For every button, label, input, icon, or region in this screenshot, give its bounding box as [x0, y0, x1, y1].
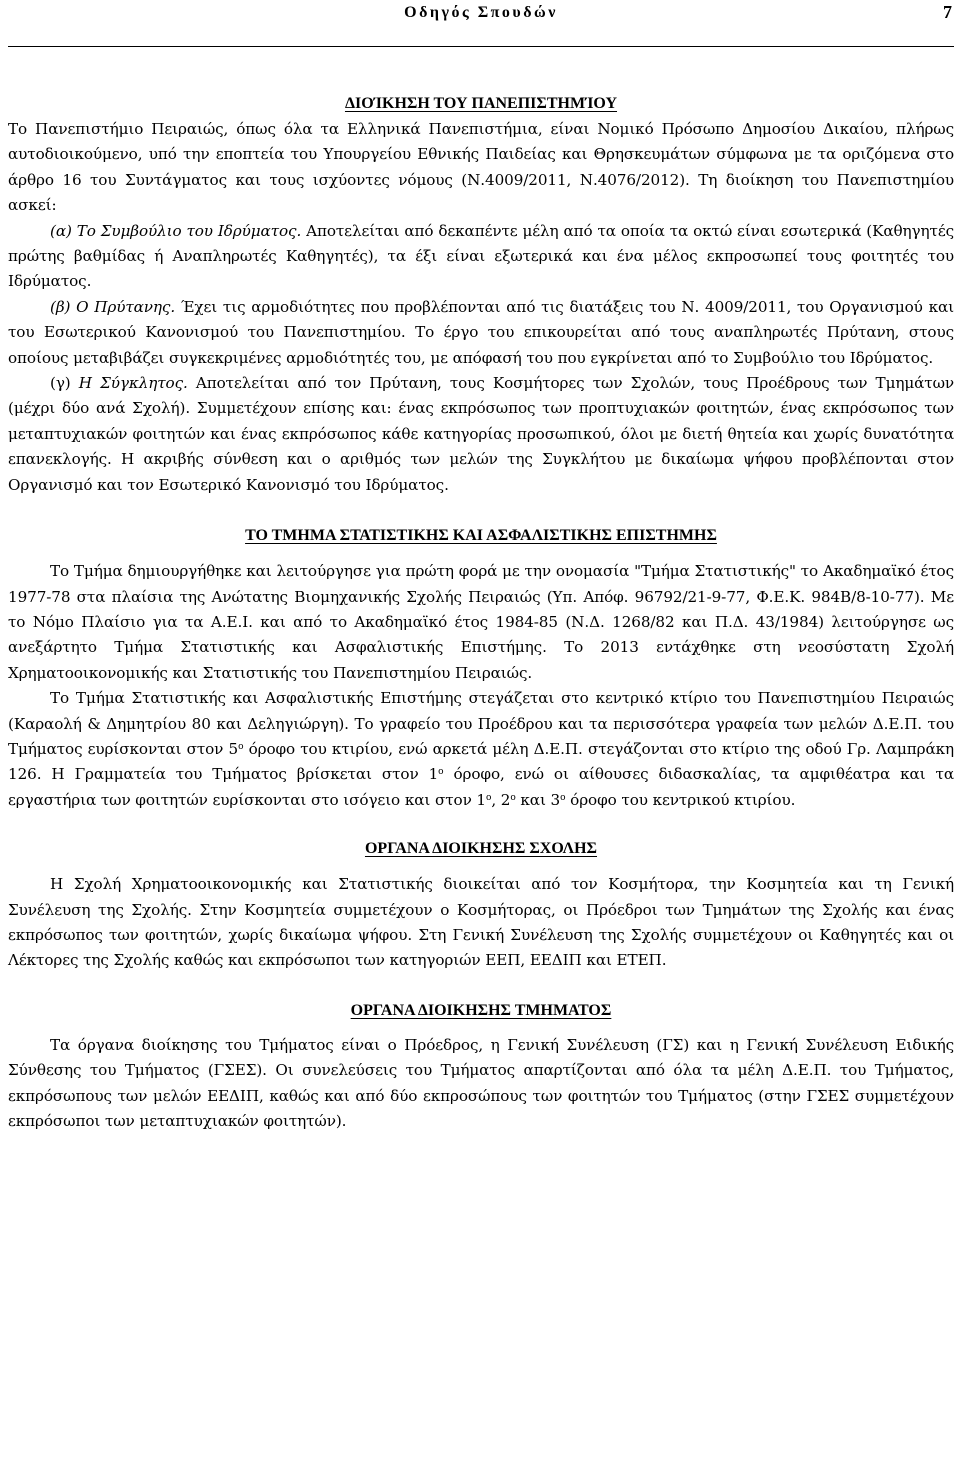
paragraph-department-organs: Τα όργανα διοίκησης του Τμήματος είναι ο Πρόεδρος, η Γενική Συνέλευση (ΓΣ) και η Γενική Συνέλευση Ειδικής Σύνθεσης του Τμήματος (ΓΣΕΣ). Οι συνελεύσεις του Τμήματος απαρτίζονται από όλα τα μέλη Δ.Ε.Π. του Τμήματος, εκπρόσωπους των μελών ΕΕΔΙΠ, καθώς και από δύο εκπροσώπους των φοιτητών του Τμήματος (στην ΓΣΕΣ συμμετέχουν εκπρόσωποι των μεταπτυχιακών φοιτητών). — [8, 1035, 954, 1130]
page-header — [8, 0, 954, 47]
location-text-a: Το Τμήμα Στατιστικής και Ασφαλιστικής Επιστήμης στεγάζεται στο κεντρικό κτίριο του Πανεπιστημίου Πειραιώς (Καραολή & Δημητρίου 80 και Δεληγιώργη). Το γραφείο του Προέδρου και τα περισσότερα γραφεία των μελών Δ.Ε.Π. του Τμήματος ευρίσκονται στον 5 — [8, 689, 954, 758]
paragraph-administration-intro: Το Πανεπιστήμιο Πειραιώς, όπως όλα τα Ελληνικά Πανεπιστήμια, είναι Νομικό Πρόσωπο Δημοσίου Δικαίου, πλήρως αυτοδιοικούμενο, υπό την εποπτεία του Υπουργείου Εθνικής Παιδείας και Θρησκευμάτων σύμφωνα με τα οριζόμενα στο άρθρο 16 του Συντάγματος και τους ισχύοντες νόμους (Ν.4009/2011, Ν.4076/2012). Τη διοίκηση του Πανεπιστημίου ασκεί: — [8, 120, 954, 215]
heading-school-organs: ΟΡΓΑΝΑ ΔΙΟΙΚΗΣΗΣ ΣΧΟΛΗΣ — [364, 840, 598, 858]
paragraph-department-location — [8, 686, 954, 813]
paragraph-senate — [8, 371, 954, 498]
page-number: 7 — [943, 2, 952, 22]
senate-label: Η Σύγκλητος. — [78, 374, 188, 393]
senate-prefix: (γ) — [50, 374, 79, 393]
council-text: Αποτελείται από δεκαπέντε μέλη από τα οποία τα οκτώ είναι εσωτερικά (Καθηγητές πρώτης βαθμίδας ή Αναπληρωτές Καθηγητές), τα έξι είναι εξωτερικά και ένα μέλος εκπροσωπεί τους φοιτητές του Ιδρύματος. — [8, 221, 954, 291]
paragraph-rector — [8, 295, 954, 371]
ordinal-sup: ο — [510, 792, 516, 803]
running-title: Οδηγός Σπουδών — [404, 4, 558, 21]
paragraph-council — [8, 219, 954, 295]
rector-label: (β) Ο Πρύτανης. — [50, 297, 176, 316]
location-text-e: και 3 — [515, 790, 561, 809]
heading-department-organs: ΟΡΓΑΝΑ ΔΙΟΙΚΗΣΗΣ ΤΜΗΜΑΤΟΣ — [350, 1001, 612, 1019]
heading-department: ΤΟ ΤΜΗΜΑ ΣΤΑΤΙΣΤΙΚΗΣ ΚΑΙ ΑΣΦΑΛΙΣΤΙΚΗΣ ΕΠΙΣΤΗΜΗΣ — [245, 527, 717, 545]
ordinal-sup: ο — [438, 767, 444, 778]
location-text-f: όροφο του κεντρικού κτιρίου. — [565, 790, 796, 809]
ordinal-sup: ο — [486, 792, 492, 803]
rector-text: Έχει τις αρμοδιότητες που προβλέπονται από τις διατάξεις του Ν. 4009/2011, του Οργανισμού και του Εσωτερικού Κανονισμού του Πανεπιστημίου. Το έργο του επικουρείται από τους αναπληρωτές Πρύτανη, στους οποίους μεταβιβάζει συγκεκριμένες αρμοδιότητές του, με απόφασή του που εγκρίνεται από το Συμβούλιο του Ιδρύματος. — [8, 297, 954, 367]
paragraph-department-history: Το Τμήμα δημιουργήθηκε και λειτούργησε για πρώτη φορά με την ονομασία "Τμήμα Στατιστικής" το Ακαδημαϊκό έτος 1977-78 στα πλαίσια της Ανώτατης Βιομηχανικής Σχολής Πειραιώς (Υπ. Απόφ. 96792/21-9-77, Φ.Ε.Κ. 984Β/8-10-77). Με το Νόμο Πλαίσιο για τα Α.Ε.Ι. και από το Ακαδημαϊκό έτος 1984-85 (Ν.Δ. 1268/82 και Π.Δ. 43/1984) λειτούργησε ως ανεξάρτητο Τμήμα Στατιστικής και Ασφαλιστικής Επιστήμης. Το 2013 εντάχθηκε στη νεοσύστατη Σχολή Χρηματοοικονομικής και Στατιστικής του Πανεπιστημίου Πειραιώς. — [8, 562, 954, 682]
ordinal-sup: ο — [238, 741, 244, 752]
heading-university-administration: ΔΙΟΊΚΗΣΗ ΤΟΥ ΠΑΝΕΠΙΣΤΗΜΊΟΥ — [344, 95, 618, 112]
ordinal-sup: ο — [560, 792, 566, 803]
senate-text: Αποτελείται από τον Πρύτανη, τους Κοσμήτορες των Σχολών, τους Προέδρους των Τμημάτων (μέχρι δύο ανά Σχολή). Συμμετέχουν επίσης και: ένας εκπρόσωπος των προπτυχιακών φοιτητών, ένας εκπρόσωπος των μεταπτυχιακών φοιτητών και ένας εκπρόσωπος κάθε κατηγορίας προσωπικού, όλοι με διετή θητεία και χωρίς δυνατότητα επανεκλογής. Η ακριβής σύνθεση και ο αριθμός των μελών της Συγκλήτου με δικαίωμα ψήφου προβλέπονται στον Οργανισμό και τον Εσωτερικό Κανονισμό του Ιδρύματος. — [8, 374, 955, 494]
document-page — [8, 0, 954, 1134]
council-label: (α) Το Συμβούλιο του Ιδρύματος. — [50, 221, 302, 240]
location-text-d: , 2 — [491, 790, 511, 809]
paragraph-school-organs: Η Σχολή Χρηματοοικονομικής και Στατιστικής διοικείται από τον Κοσμήτορα, την Κοσμητεία και τη Γενική Συνέλευση της Σχολής. Στην Κοσμητεία συμμετέχουν ο Κοσμήτορας, οι Πρόεδροι των Τμημάτων της Σχολής και ένας εκπρόσωπος των φοιτητών, χωρίς δικαίωμα ψήφου. Στη Γενική Συνέλευση της Σχολής συμμετέχουν οι Καθηγητές και οι Λέκτορες της Σχολής καθώς και εκπρόσωποι των κατηγοριών ΕΕΠ, ΕΕΔΙΠ και ΕΤΕΠ. — [8, 875, 954, 970]
location-text-b: όροφο του κτιρίου, ενώ αρκετά μέλη Δ.Ε.Π. στεγάζονται στο κτίριο της οδού Γρ. Λαμπράκη 126. Η Γραμματεία του Τμήματος βρίσκεται στον 1 — [8, 739, 955, 784]
location-text-c: όροφο, ενώ οι αίθουσες διδασκαλίας, τα αμφιθέατρα και τα εργαστήρια των φοιτητών ευρίσκονται στο ισόγειο και στον 1 — [8, 765, 954, 809]
